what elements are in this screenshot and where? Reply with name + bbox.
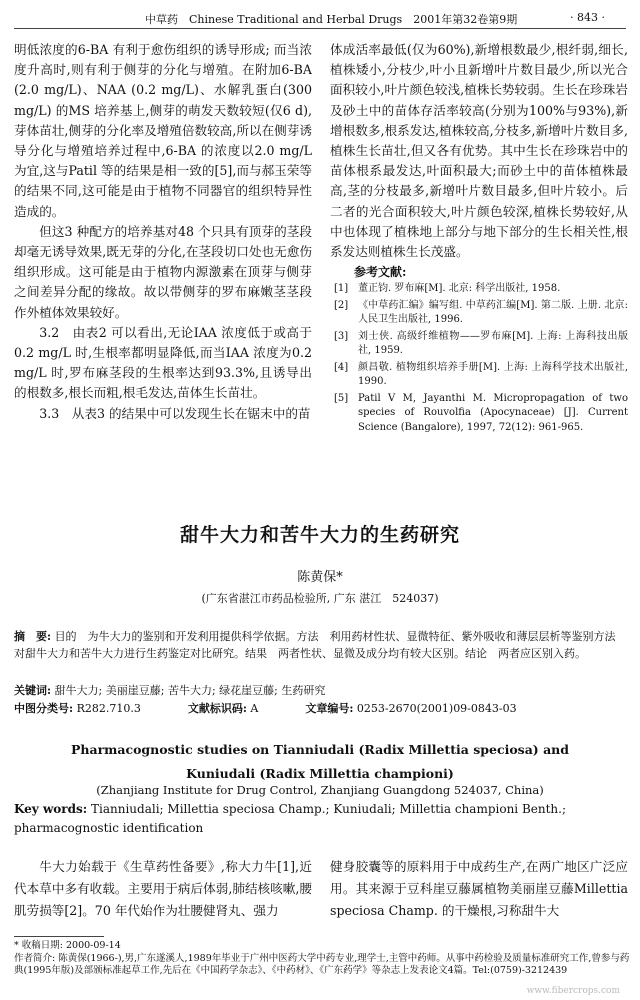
reference-item: [2] 《中草药汇编》编写组. 中草药汇编[M]. 第二版. 上册. 北京: 人民卫生出版社, 1996. bbox=[334, 299, 628, 326]
references-heading: 参考文献: bbox=[354, 265, 407, 280]
body-left bbox=[14, 856, 312, 922]
paragraph: 3.2 由表2 可以看出,无论IAA 浓度低于或高于0.2 mg/L 时,生根率都明显降低,而当IAA 浓度为0.2 mg/L 时,罗布麻茎段的生根率达到93.3%,且诱导出的根数多,根长而粗,根毛发达,苗体生长苗壮。 bbox=[14, 324, 312, 401]
abstract-text: 目的 为牛大力的鉴别和开发利用提供科学依据。方法 利用药材性状、显微特征、紫外吸收和薄层层析等鉴别方法对甜牛大力和苦牛大力进行生药鉴定对比研究。结果 两者性状、显微及成分均有较大区别。结论 两者应区别入药。 bbox=[14, 630, 616, 660]
paragraph: 但这3 种配方的培养基对48 个只具有顶芽的茎段却毫无诱导效果,既无芽的分化,在茎段切口处也无愈伤组织形成。这可能是由于植物内源激素在顶芽与侧芽之间差异分配的缘故。故以带侧芽的罗布麻嫩茎茎段作外植体效果较好。 bbox=[14, 223, 312, 320]
right-column bbox=[330, 40, 628, 437]
received-date: * 收稿日期: 2000-09-14 bbox=[14, 940, 121, 951]
footnote bbox=[14, 940, 634, 978]
paragraph: 体成活率最低(仅为60%),新增根数最少,根纤弱,细长,植株矮小,分枝少,叶小且新增叶片数目最少,所以光合面积较小,叶片颜色较浅,植株长势较弱。生长在珍珠岩及砂土中的苗体存活率较高(分别为100%与93%),新增根数多,根系发达,植株较高,分枝多,新增叶片数目多,植株生长苗壮,但又各有优势。其中生长在珍珠岩中的苗体根系最发达,叶面积最大;而砂土中的苗体植株最高,茎的分枝最多,新增叶片数目最多,但叶片较小。后二者的光合面积较大,叶片颜色较深,植株长势较好,从中也体现了植株地上部分与地下部分的生长相关性,根系发达则植株生长茂盛。 bbox=[330, 42, 628, 260]
paragraph: 健身胶囊等的原料用于中成药生产,在两广地区广泛应用。其来源于豆科崖豆藤属植物美丽崖豆藤Millettia speciosa Champ. 的干燥根,习称甜牛大 bbox=[330, 859, 628, 918]
keywords-text: 甜牛大力; 美丽崖豆藤; 苦牛大力; 绿花崖豆藤; 生药研究 bbox=[54, 684, 326, 697]
author-affiliation: (广东省湛江市药品检验所, 广东 湛江 524037) bbox=[201, 592, 439, 605]
article-number: 0253-2670(2001)09-0843-03 bbox=[356, 702, 517, 715]
body-right bbox=[330, 856, 628, 922]
author-bio: 作者简介: 陈黄保(1966-),男,广东遂溪人,1989年毕业于广州中医药大学中药专业,理学士,主管中药师。从事中药检验及质量标准研究工作,曾参与药典(1995年版)及部颁标准起草工作,先后在《中国药学杂志》、《中药材》、《广东药学》等杂志上发表论文4篇。Tel:(0759)-3212439 bbox=[14, 952, 630, 976]
header-rule bbox=[14, 28, 626, 29]
classification: 中图分类号: R282.710.3 文献标识码: A 文章编号: 0253-2670(2001)09-0843-03 bbox=[14, 702, 517, 715]
doc-code: A bbox=[250, 702, 259, 715]
reference-item: [4] 颜昌敬. 植物组织培养手册[M]. 上海: 上海科学技术出版社, 1990. bbox=[334, 361, 628, 388]
watermark: www.fibercrops.com bbox=[526, 986, 620, 996]
abstract-label: 摘 要: bbox=[14, 630, 52, 643]
reference-list bbox=[330, 282, 628, 435]
keywords bbox=[14, 682, 626, 699]
paragraph: 牛大力始载于《生草药性备要》,称大力牛[1],近代本草中多有收载。主要用于病后体弱,肺结核咳嗽,腰肌劳损等[2]。70 年代始作为壮腰健肾丸、强力 bbox=[14, 859, 312, 918]
english-title: Pharmacognostic studies on Tianniudali (Radix Millettia speciosa) and Kuniudali (Radix Millettia championi) bbox=[70, 742, 570, 781]
paragraph: 明低浓度的6-BA 有利于愈伤组织的诱导形成; 而当浓度升高时,则有利于侧芽的分化与增殖。在附加6-BA (2.0 mg/L)、NAA (0.2 mg/L)、水解乳蛋白(300 mg/L) 的MS 培养基上,侧芽的萌发天数较短(仅6 d), 芽体苗壮,侧芽的分化率及增殖倍数较高,所以在侧芽诱导分化与增殖培养过程中,6-BA 的浓度以2.0 mg/L 为宜,这与Patil 等的结果是相一致的[5],而与郝玉荣等的结果不同,这可能是由于植物不同器官的组织特异性造成的。 bbox=[14, 42, 312, 219]
page-number: · 843 · bbox=[570, 11, 605, 24]
paragraph: 3.3 从表3 的结果中可以发现生长在锯末中的苗 bbox=[39, 405, 311, 421]
keywords-label: 关键词: bbox=[14, 684, 52, 697]
article-title: 甜牛大力和苦牛大力的生药研究 bbox=[179, 524, 460, 546]
abstract bbox=[14, 628, 626, 662]
article-author: 陈黄保* bbox=[297, 570, 343, 585]
english-keywords: Key words: Tianniudali; Millettia speciosa Champ.; Kuniudali; Millettia championi Benth.; pharmacognostic identification bbox=[14, 802, 567, 835]
reference-item: [1] 董正钧. 罗布麻[M]. 北京: 科学出版社, 1958. bbox=[334, 283, 561, 295]
class-number: R282.710.3 bbox=[76, 702, 141, 715]
left-column bbox=[14, 40, 312, 424]
reference-item: [5] Patil V M, Jayanthi M. Micropropagation of two species of Rouvolfia (Apocynaceae) [J]. Current Science (Bangalore), 1997, 72(12): 961-965. bbox=[334, 392, 628, 433]
english-institute: (Zhanjiang Institute for Drug Control, Zhanjiang Guangdong 524037, China) bbox=[96, 783, 544, 797]
reference-item: [3] 刘士侠. 高级纤维植物——罗布麻[M]. 上海: 上海科技出版社, 1959. bbox=[334, 330, 628, 357]
running-header bbox=[0, 0, 640, 30]
journal-header: 中草药 Chinese Traditional and Herbal Drugs 2001年第32卷第9期 bbox=[145, 13, 518, 26]
footnote-rule bbox=[14, 936, 104, 937]
